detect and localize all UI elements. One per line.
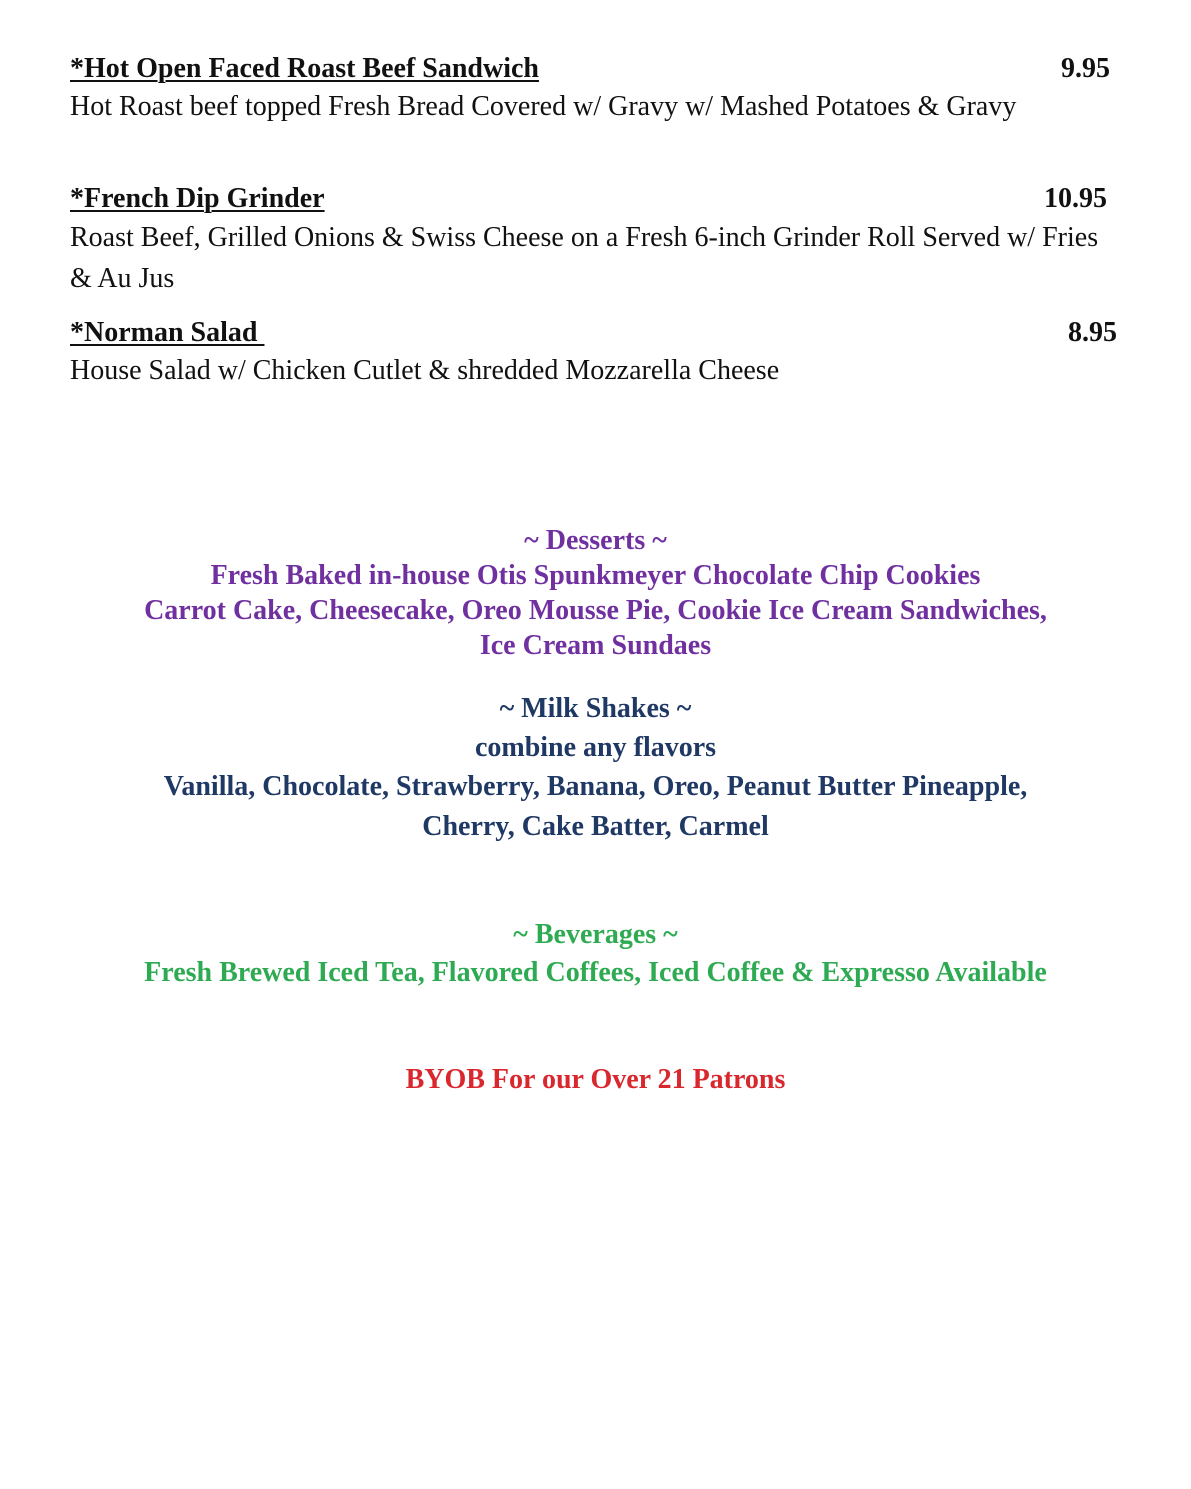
desserts-line: Ice Cream Sundaes [479, 630, 712, 661]
menu-item-roast-beef-sandwich [70, 52, 1120, 126]
menu-item-description: Hot Roast beef topped Fresh Bread Covered w/ Gravy w/ Mashed Potatoes & Gravy [70, 91, 1017, 122]
beverages-heading: ~ Beverages ~ [513, 919, 678, 950]
desserts-line: Fresh Baked in-house Otis Spunkmeyer Chocolate Chip Cookies [210, 560, 981, 591]
milk-shakes-section [0, 689, 1191, 847]
menu-item-header [70, 52, 1120, 86]
menu-item-norman-salad [70, 316, 1120, 390]
menu-item-name: *Hot Open Faced Roast Beef Sandwich [70, 53, 539, 84]
menu-item-description: House Salad w/ Chicken Cutlet & shredded Mozzarella Cheese [70, 355, 780, 386]
beverages-line: Fresh Brewed Iced Tea, Flavored Coffees, Iced Coffee & Expresso Available [144, 957, 1047, 988]
milk-shakes-line: Vanilla, Chocolate, Strawberry, Banana, Oreo, Peanut Butter Pineapple, [163, 771, 1028, 802]
milk-shakes-line: Cherry, Cake Batter, Carmel [422, 811, 769, 842]
menu-item-description: Roast Beef, Grilled Onions & Swiss Cheese on a Fresh 6-inch Grinder Roll Served w/ Fries & Au Jus [70, 222, 1099, 294]
beverages-section [0, 916, 1191, 992]
milk-shakes-heading: ~ Milk Shakes ~ [499, 693, 692, 724]
desserts-line: Carrot Cake, Cheesecake, Oreo Mousse Pie, Cookie Ice Cream Sandwiches, [144, 595, 1047, 626]
menu-item-price: 9.95 [1061, 53, 1110, 84]
menu-item-french-dip-grinder [70, 182, 1120, 299]
milk-shakes-subheading: combine any flavors [474, 732, 717, 763]
menu-item-name: *French Dip Grinder [70, 183, 325, 214]
byob-notice [0, 1062, 1191, 1098]
desserts-heading: ~ Desserts ~ [524, 525, 667, 556]
menu-item-name: *Norman Salad [70, 317, 265, 348]
menu-item-header [70, 316, 1120, 350]
menu-item-price: 8.95 [1068, 317, 1117, 348]
byob-text: BYOB For our Over 21 Patrons [405, 1064, 786, 1095]
menu-item-header [70, 182, 1120, 216]
menu-item-price: 10.95 [1044, 183, 1107, 214]
desserts-section [0, 523, 1191, 663]
